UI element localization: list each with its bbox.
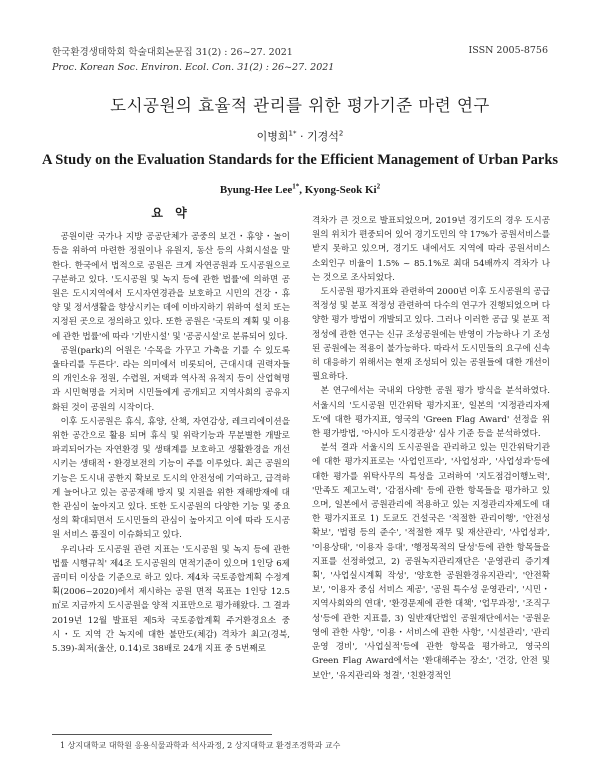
author-separator: ·: [296, 130, 307, 143]
paragraph: 우리나라 도시공원 관련 지표는 '도시공원 및 녹지 등에 관한 법률 시행규칙' 제4조 도시공원의 면적기준이 있으며 1인당 6제곱미터 이상을 기준으로 하고 있다. 제4차 국토종합계획 수정계획(2006~2020)에서 제시하는 공원 면적 목표는 1인당 12.5㎡로 지금까지 도시공원을 양적 지표만으로 평가해왔다. 그 결과 2019년 12월 발표된 제5차 국토종합계획 주거환경요소 중 시・도 지역 간 녹지에 대한 불만도(체감) 격차가 최고(경북, 5.39)-최저(울산, 0.14)로 38배로 24개 지표 중 5번째로: [52, 544, 290, 655]
title-korean: 도시공원의 효율적 관리를 위한 평가기준 마련 연구: [110, 96, 490, 115]
paragraph: 이후 도시공원은 휴식, 휴양, 산책, 자연감상, 레크리에이션을 위한 공간으로 활용 되며 휴식 및 위락기능과 무분별한 개발로 파괴되어가는 자연환경 및 생태계를 보호하고 생활환경을 개선시키는 생태적・환경보전의 기능이 주를 이루었다. 최근 공원의 기능은 도시내 공한지 확보로 도시의 안전성에 기여하고, 급격하게 늘어나고 있는 공공재해 방지 및 지원을 위한 재해방재에 대한 관심이 높아지고 있다. 또한 도시공원의 다양한 기능 및 중요성의 확대되면서 도시민들의 관심이 높아지고 이에 따라 도시공원 서비스 품질이 이슈화되고 있다.: [52, 416, 290, 541]
paragraph: 분석 결과 서울시의 도시공원을 관리하고 있는 민간위탁기관에 대한 평가지표로는 '사업인프라', '사업성과', '사업성과'등에 대한 평가를 위탁사무의 특성을 고려하여 '지도점검이행노력', '만족도 제고노력', '감점사례' 등에 관한 항목들을 평가하고 있으며, 일본에서 공원관리에 적용하고 있는 지정관리자제도에 대한 평가지표로 1) 도쿄도 건설국은 '적절한 관리이행', '안전성 확보', '법령 등의 준수', '적절한 재무 및 재산관리', '사업성과', '이용상태', '이용자 응대', '행정목적의 달성'등에 관한 항목들을 지표를 선정하였고, 2) 공원녹지관리재단은 '운영관리 증기계획', '사업실시계획 작성', '양호한 공원환경유지관리', '안전확보', '이용자 중심 서비스 제공', '공원 특수성 운영관리', '시민・지역사회와의 연대', '환경문제에 관한 대책', '업무과정', '조직구성'등에 관한 지표를, 3) 일반재단법인 공원재단에서는 '공원운영에 관한 사항', '이용・서비스에 관한 사항', '시설관리', '관리운영 경비', '사업실적'등에 관한 항목을 평가하고, 영국의 Green Flag Award에서는 '환대해주는 장소', '건강, 안전 및 보안', '유지관리와 청결', '친환경적인: [312, 443, 550, 681]
abstract-heading: 요 약: [151, 206, 191, 220]
author-2-mark: 2: [338, 129, 344, 138]
author-separator-en: ,: [299, 184, 305, 196]
author-2-name-en: Kyong-Seok Ki: [304, 184, 377, 196]
footnote: 1 상지대학교 대학원 응용식물과학과 석사과정, 2 상지대학교 환경조경학과 교수: [60, 741, 341, 750]
issn: ISSN 2005-8756: [468, 45, 548, 56]
author-1-name: 이병희: [256, 130, 289, 143]
title-english: A Study on the Evaluation Standards for the Efficient Management of Urban Parks: [41, 152, 559, 168]
authors-korean: [0, 128, 600, 144]
paragraph: 공원이란 국가나 지방 공공단체가 공중의 보건・휴양・놀이 등을 위하여 마련한 정원이나 유원지, 동산 등의 사회시설을 말한다. 한국에서 법적으로 공원은 크게 자연공원과 도시공원으로 구분하고 있다. '도시공원 및 녹지 등에 관한 법률'에 의하면 공원은 도시지역에서 도시자연경관을 보호하고 시민의 건강・휴양 및 정서생활을 향상시키는 데에 이바지하기 위하여 설치 또는 지정된 곳으로 정의하고 있다. 또한 공원은 '국토의 계획 및 이용에 관한 법률'에 따라 '기반시설' 및 '공공시설'로 분류되어 있다.: [52, 232, 290, 342]
journal-name-en: Proc. Korean Soc. Environ. Ecol. Con. 31(2) : 26~27. 2021: [52, 62, 335, 73]
paragraph: 공원(park)의 어원은 '수목을 가꾸고 가축을 기를 수 있도록 울타리를 두른다'. 라는 의미에서 비롯되어, 근대시대 권력자들의 개인소유 정원, 수렵원, 저택과 역사적 유적지 등이 산업혁명과 시민혁명을 거치며 시민들에게 공개되고 지역사회의 공유지화된 것이 공원의 시작이다.: [52, 345, 290, 413]
footnote-divider: [52, 734, 272, 735]
paragraph: 본 연구에서는 국내외 다양한 공원 평가 방식을 분석하였다. 서울시의 '도시공원 민간위탁 평가지표', 일본의 '지정관리자제도'에 대한 평가지표, 영국의 'Green Flag Award' 선정을 위한 평가방법, '아시아 도시경관상' 심사 기준 등을 분석하였다.: [312, 386, 550, 440]
paragraph: 격차가 큰 것으로 발표되었으며, 2019년 경기도의 경우 도시공원의 위치가 편중되어 있어 경기도민의 약 17%가 공원서비스를 받지 못하고 있으며, 경기도 내에서도 지역에 따라 공원서비스 소외인구 비율이 1.5% ~ 85.1%로 최대 54배까지 격차가 나는 것으로 조사되었다.: [312, 216, 550, 283]
journal-header: [52, 45, 334, 75]
journal-name-ko: 한국환경생태학회 학술대회논문집 31(2) : 26~27. 2021: [52, 47, 293, 58]
author-1-name-en: Byung-Hee Lee: [219, 184, 293, 196]
author-1-mark-en: 1*: [292, 182, 300, 191]
right-column: [312, 214, 550, 683]
author-2-mark-en: 2: [376, 182, 381, 191]
paragraph: 도시공원 평가지표와 관련하여 2000년 이후 도시공원의 공급 적정성 및 분포 적정성 관련하여 다수의 연구가 진행되었으며 다양한 평가 방법이 개발되고 있다. 그러나 이러한 공급 및 분포 적정성에 관한 연구는 신규 조성공원에는 반영이 가능하나 기 조성된 공원에는 적용이 불가능하다. 따라서 도시민들의 요구에 신속히 대응하기 위해서는 현재 조성되어 있는 공원들에 대한 개선이 필요하다.: [312, 287, 550, 383]
authors-english: [0, 184, 600, 196]
author-2-name: 기경석: [307, 130, 339, 143]
author-1-mark: 1*: [288, 129, 297, 138]
left-column: [52, 204, 290, 656]
